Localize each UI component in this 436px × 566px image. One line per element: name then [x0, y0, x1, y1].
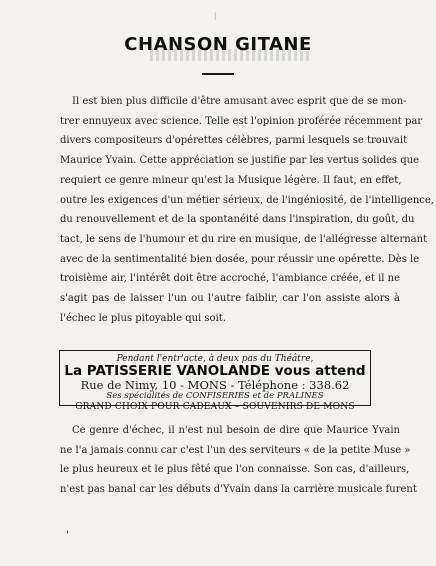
- paragraph-line: du renouvellement et de la spontanéité dans l'inspiration, du goût, du: [60, 214, 415, 226]
- paragraph-1: [60, 92, 434, 328]
- ad-specialties: Ses spécialités de CONFISERIES et de PRALINES: [106, 391, 324, 401]
- paragraph-line: troisième air, l'intérêt doit être accroché, l'ambiance créée, et il ne: [60, 273, 401, 285]
- paragraph-line: divers compositeurs d'opérettes célèbres, parmi lesquels se trouvait: [60, 135, 408, 147]
- paragraph-line: s'agit pas de laisser l'un ou l'autre faiblir, car l'on assiste alors à: [60, 293, 400, 305]
- paragraph-line: tact, le sens de l'humour et du rire en musique, de l'allégresse alternant: [60, 233, 428, 245]
- ad-intro: Pendant l'entr'acte, à deux pas du Théâtre,: [116, 354, 314, 364]
- paragraph-line: avec de la sentimentalité bien dosée, pour réussir une opérette. Dès le: [60, 253, 420, 265]
- title-underline: [202, 73, 234, 75]
- paragraph-line: ne l'a jamais connu car c'est l'un des serviteurs « de la petite Muse »: [60, 444, 411, 456]
- paragraph-line: requiert ce genre mineur qu'est la Musique légère. Il faut, en effet,: [60, 174, 402, 186]
- page-title: CHANSON GITANE: [124, 34, 312, 55]
- paragraph-line: Il est bien plus difficile d'être amusant avec esprit que de se mon-: [72, 96, 407, 107]
- page-top-mark: |: [214, 12, 217, 20]
- paragraph-line: n'est pas banal car les débuts d'Yvain dans la carrière musicale furent: [60, 484, 417, 496]
- ad-address: Rue de Nimy, 10 - MONS - Téléphone : 338.62: [80, 378, 350, 392]
- paragraph-line: le plus heureux et le plus fêté que l'on connaisse. Son cas, d'ailleurs,: [60, 464, 410, 476]
- paragraph-line: trer ennuyeux avec science. Telle est l'opinion proférée récemment par: [60, 115, 423, 127]
- paragraph-line: outre les exigences d'un métier sérieux, de l'ingéniosité, de l'intelligence,: [60, 194, 434, 206]
- paragraph-2: [60, 421, 417, 500]
- paragraph-line: Maurice Yvain. Cette appréciation se justifie par les vertus solides que: [60, 155, 419, 167]
- paragraph-line: Ce genre d'échec, il n'est nul besoin de dire que Maurice Yvain: [72, 425, 400, 436]
- ad-gifts: GRAND CHOIX POUR CADEAUX – SOUVENIRS DE MONS: [75, 401, 355, 412]
- advertisement-box: [59, 350, 371, 412]
- ad-business-name: La PATISSERIE VANOLANDE vous attend: [64, 363, 366, 379]
- paragraph-line: l'échec le plus pitoyable qui soit.: [60, 312, 226, 324]
- footer-mark: ': [66, 530, 69, 541]
